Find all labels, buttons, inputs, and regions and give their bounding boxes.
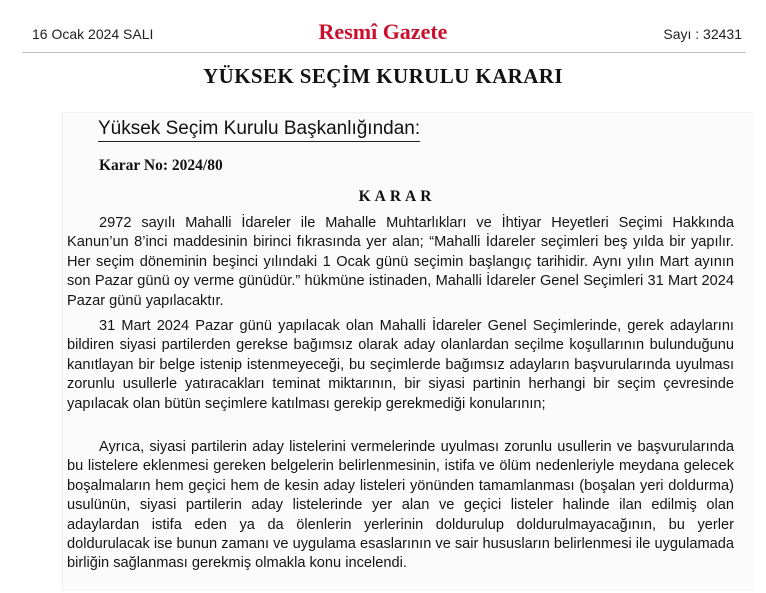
paragraph-1-text: 2972 sayılı Mahalli İdareler ile Mahalle Muhtarlıkları ve İhtiyar Heyetleri Seçimi Hakkında Kanun’un 8’inci maddesinin birinci fıkrasında yer alan; “Mahalli İdareler seçimleri beş yılda bir yapılır. Her seçim döneminin beşinci yılındaki 1 Ocak günü seçimin başlangıç tarihidir. Aynı yılın Mart ayının son Pazar günü oy verme günüdür.” hükmüne istinaden, Mahalli İdareler Genel Seçimleri 31 Mart 2024 Pazar günü yapılacaktır. bbox=[67, 215, 734, 309]
issue-number: Sayı : 32431 bbox=[663, 26, 742, 42]
gazette-header bbox=[0, 0, 766, 54]
decision-number: Karar No: 2024/80 bbox=[99, 157, 223, 174]
paragraph-3 bbox=[67, 438, 734, 574]
paragraph-3-text: Ayrıca, siyasi partilerin aday listelerini vermelerinde uyulması zorunlu usullerin ve başvurularında bu listelere eklenmesi gereken belgelerin belirlenmesinin, istifa ve ölüm nedenleriyle meydana gelecek boşalmaların hem geçici hem de kesin aday listeleri yönünden tamamlanması (boşalan yeri doldurma) usulünün, siyasi partilerin aday listelerinde yer alan ve geçici listeler halinde ilan edilmiş olan adaylardan istifa eden ya da ölenlerin yerlerinin doldurulup doldurulmayacağının, bu yerler doldurulacak ise bunun zamanı ve uygulama esaslarının ve sair hususların belirlenmesi ile uygulamada birliğin sağlanması gerekmiş olmakla konu incelendi. bbox=[67, 439, 734, 572]
paragraph-1 bbox=[67, 214, 734, 311]
decision-heading: KARAR bbox=[358, 188, 436, 205]
document-title: YÜKSEK SEÇİM KURULU KARARI bbox=[203, 64, 563, 88]
publication-date: 16 Ocak 2024 SALI bbox=[32, 26, 154, 42]
paragraph-2-text: 31 Mart 2024 Pazar günü yapılacak olan Mahalli İdareler Genel Seçimlerinde, gerek adaylarını bildiren siyasi partilerden gerekse bağımsız olarak aday olanlardan seçilme koşullarının bulunduğunu kanıtlayan bir belge istenip istenmeyeceği, bu seçimlerde bağımsız adayların başvurularında uyulması zorunlu usullerle yatıracakları teminat miktarının, bir siyasi partinin herhangi bir seçim çevresinde yapılacak olan bütün seçimlere katılması gerekip gerekmediği konularının; bbox=[67, 318, 734, 412]
gazette-brand-title: Resmî Gazete bbox=[318, 19, 448, 44]
paragraph-2 bbox=[67, 317, 734, 414]
issuing-authority: Yüksek Seçim Kurulu Başkanlığından: bbox=[98, 118, 420, 142]
header-divider bbox=[22, 52, 746, 53]
